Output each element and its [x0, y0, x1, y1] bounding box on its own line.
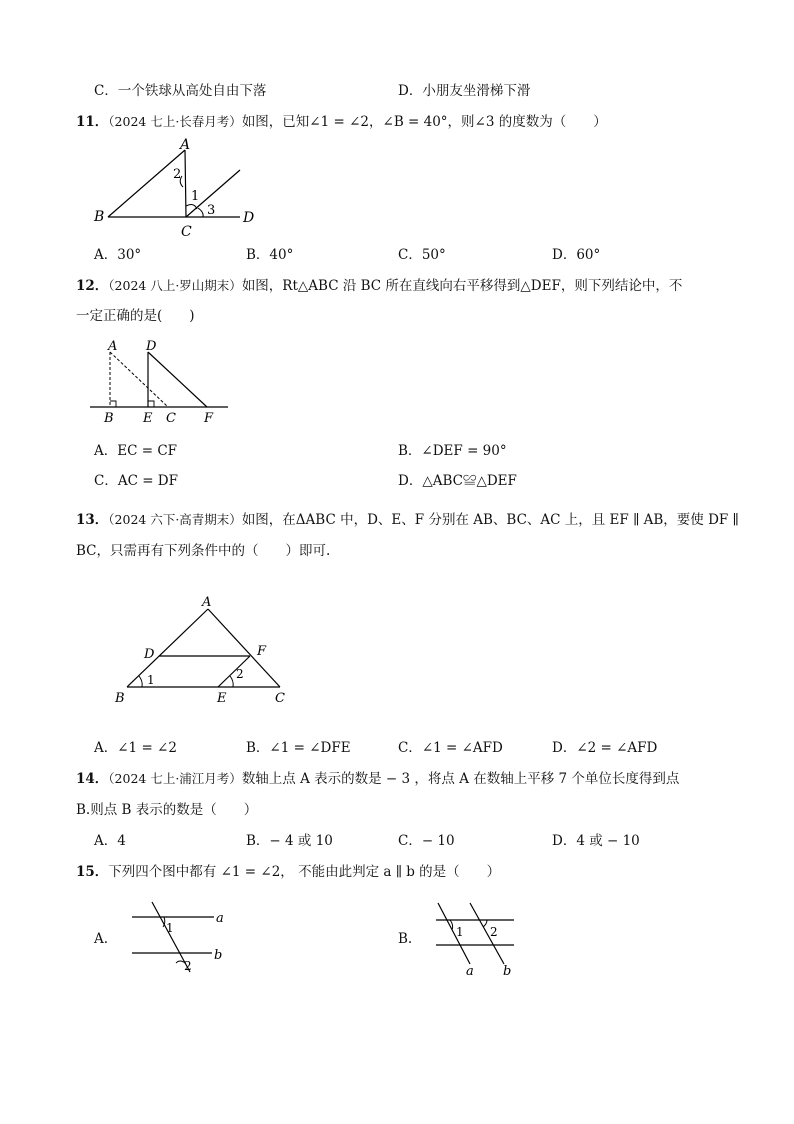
label-e: E [217, 691, 227, 706]
angle-label-1: 1 [456, 925, 464, 939]
q13-figure [110, 594, 300, 710]
question-text: 下列四个图中都有 ∠1 = ∠2， 不能由此判定 a ∥ b 的是（ ） [108, 864, 501, 880]
label-a: A [108, 339, 118, 354]
line-label-a: a [216, 911, 224, 926]
label-b: B [94, 209, 105, 225]
label-e: E [143, 411, 153, 426]
q12-stem-line2: 一定正确的是( ) [76, 308, 195, 324]
angle-label-2: 2 [490, 925, 498, 939]
question-number: 15． [76, 864, 109, 880]
q10-option-c: C．一个铁球从高处自由下落 [94, 83, 267, 99]
question-text: 如图，已知∠1 = ∠2，∠B = 40°，则∠3 的度数为（ ） [241, 114, 607, 130]
label-a: A [180, 137, 191, 153]
label-c: C [181, 224, 192, 240]
q13-option-b: B．∠1 = ∠DFE [246, 740, 351, 756]
q15-figure-a [128, 900, 228, 978]
q15-option-b: B. [398, 931, 413, 947]
angle-label-1: 1 [166, 921, 174, 935]
label-f: F [204, 411, 214, 426]
q12-figure [90, 336, 230, 428]
label-d: D [146, 339, 157, 354]
q12-option-d: D．△ABC≌△DEF [398, 473, 517, 489]
angle-label-2: 2 [184, 959, 192, 973]
question-text: 如图，在ΔABC 中，D、E、F 分别在 AB、BC、AC 上，且 EF ∥ AB，要使 DF ∥ [241, 512, 739, 528]
q13-stem-line2: BC，只需再有下列条件中的（ ）即可. [76, 543, 331, 559]
angle-label-3: 3 [207, 203, 216, 218]
q13-option-d: D．∠2 = ∠AFD [552, 740, 658, 756]
label-d: D [243, 210, 255, 226]
q15-option-a: A. [94, 931, 109, 947]
question-source: （2024 六下·高青期末） [108, 512, 242, 527]
q13-option-c: C．∠1 = ∠AFD [398, 740, 503, 756]
question-source: （2024 七上·长春月考） [108, 114, 242, 129]
question-number: 12． [76, 278, 109, 294]
question-number: 14． [76, 771, 109, 787]
q14-option-d: D．4 或 − 10 [552, 833, 640, 849]
question-source: （2024 七上·浦江月考） [108, 771, 242, 786]
q11-figure [90, 136, 260, 240]
q14-option-c: C．− 10 [398, 833, 455, 849]
question-source: （2024 八上·罗山期末） [108, 278, 242, 293]
q14-option-b: B．− 4 或 10 [246, 833, 333, 849]
angle-label-2: 2 [173, 167, 182, 182]
q11-option-d: D．60° [552, 247, 601, 263]
label-a: A [202, 595, 212, 610]
angle-label-1: 1 [147, 673, 155, 687]
q14-stem-line1 [76, 770, 679, 788]
q11-option-b: B．40° [246, 247, 294, 263]
q12-option-a: A．EC = CF [94, 443, 178, 459]
q15-figure-b [430, 900, 530, 980]
angle-label-1: 1 [191, 189, 200, 204]
label-c: C [275, 691, 285, 706]
question-number: 13． [76, 512, 109, 528]
q11-option-a: A．30° [94, 247, 142, 263]
line-label-b: b [503, 964, 512, 979]
question-number: 11． [76, 114, 109, 130]
q12-option-b: B．∠DEF = 90° [398, 443, 507, 459]
angle-label-2: 2 [236, 667, 244, 681]
label-b: B [104, 411, 114, 426]
line-label-b: b [214, 948, 223, 963]
q12-stem-line1 [76, 277, 682, 295]
label-d: D [144, 647, 155, 662]
q12-option-c: C．AC = DF [94, 473, 178, 489]
question-text: 如图，Rt△ABC 沿 BC 所在直线向右平移得到△DEF，则下列结论中，不 [241, 278, 683, 294]
question-text: 数轴上点 A 表示的数是 − 3 ，将点 A 在数轴上平移 7 个单位长度得到点 [241, 771, 680, 787]
q11-stem [76, 113, 607, 131]
label-c: C [166, 411, 176, 426]
q14-option-a: A．4 [94, 833, 126, 849]
q13-stem-line1 [76, 511, 739, 529]
q11-option-c: C．50° [398, 247, 446, 263]
q13-option-a: A．∠1 = ∠2 [94, 740, 177, 756]
line-label-a: a [466, 964, 474, 979]
q15-stem [76, 863, 500, 881]
q14-stem-line2: B.则点 B 表示的数是（ ） [76, 802, 258, 818]
q10-option-d: D．小朋友坐滑梯下滑 [398, 83, 531, 99]
label-f: F [257, 644, 267, 659]
label-b: B [115, 691, 125, 706]
